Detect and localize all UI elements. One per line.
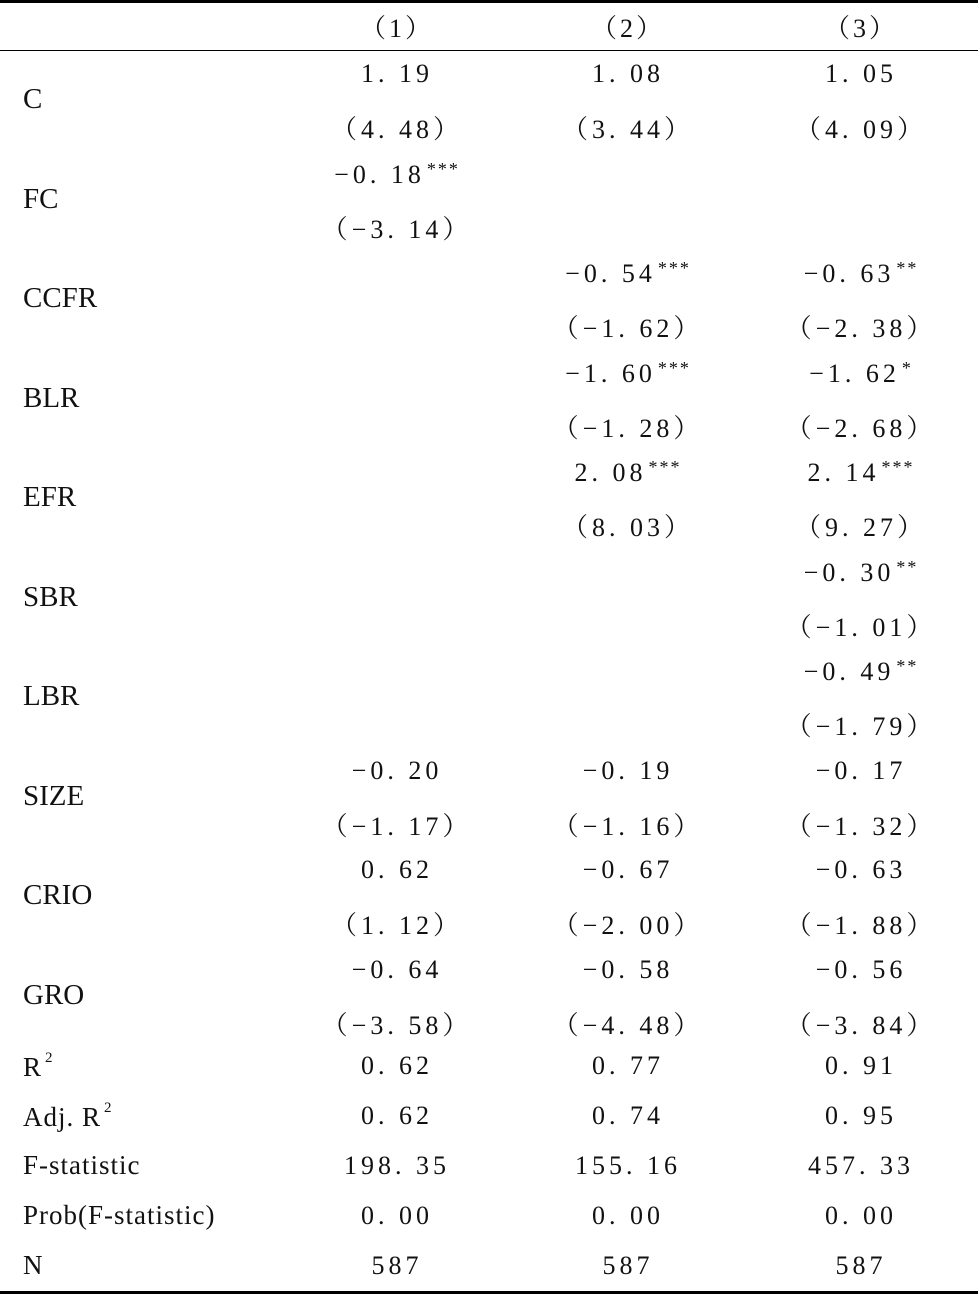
stat-value-4-3: 587: [835, 1251, 887, 1280]
stat-value-1-2: 0. 74: [592, 1101, 664, 1130]
coef-blr-3: −1. 62 *: [809, 357, 913, 388]
row-label-lbr: LBR: [23, 680, 80, 712]
coef-gro-2: −0. 58: [582, 954, 674, 984]
stat-label-0: R $^2$: [23, 1050, 54, 1082]
stat-label-1: Adj. R $^2$: [23, 1100, 113, 1132]
significance-stars: ***: [648, 457, 682, 477]
tstat-gro-2: （−4. 48）: [552, 1010, 704, 1040]
column-header-1: （1）: [359, 14, 435, 43]
column-header-2: （2）: [590, 14, 666, 43]
stat-value-3-3: 0. 00: [825, 1201, 897, 1230]
stat-value-0-3: 0. 91: [825, 1051, 897, 1080]
significance-stars: **: [896, 258, 919, 278]
tstat-gro-3: （−3. 84）: [785, 1010, 937, 1040]
row-label-crio: CRIO: [23, 879, 93, 911]
stat-label-4: N: [23, 1250, 44, 1280]
significance-stars: ***: [657, 258, 691, 278]
row-label-c: C: [23, 83, 43, 115]
coef-c-2: 1. 08: [592, 59, 664, 88]
coef-gro-3: −0. 56: [815, 954, 907, 984]
significance-stars: ***: [881, 457, 915, 477]
tstat-size-2: （−1. 16）: [552, 811, 704, 841]
tstat-blr-3: （−2. 68）: [785, 413, 937, 443]
coef-lbr-3: −0. 49 **: [803, 656, 919, 686]
coef-crio-3: −0. 63: [815, 855, 907, 884]
coef-crio-2: −0. 67: [582, 855, 674, 884]
stat-value-4-2: 587: [602, 1251, 654, 1280]
tstat-c-1: （4. 48）: [330, 115, 464, 144]
stat-label-2: F-statistic: [23, 1150, 141, 1180]
stat-value-1-3: 0. 95: [825, 1101, 897, 1130]
stat-label-3: Prob(F-statistic): [23, 1200, 216, 1230]
tstat-crio-1: （1. 12）: [330, 911, 464, 940]
stat-value-0-2: 0. 77: [592, 1051, 664, 1080]
stat-value-3-2: 0. 00: [592, 1201, 664, 1230]
significance-stars: ***: [657, 357, 691, 378]
tstat-crio-3: （−1. 88）: [785, 911, 937, 940]
tstat-size-3: （−1. 32）: [785, 811, 937, 841]
stat-value-1-1: 0. 62: [361, 1101, 433, 1130]
stat-value-3-1: 0. 00: [361, 1201, 433, 1230]
row-label-fc: FC: [23, 182, 59, 215]
tstat-crio-2: （−2. 00）: [552, 911, 704, 940]
tstat-ccfr-2: （−1. 62）: [552, 314, 704, 343]
coef-ccfr-3: −0. 63 **: [803, 258, 919, 288]
coef-size-3: −0. 17: [815, 755, 907, 785]
tstat-fc-1: （−3. 14）: [321, 214, 473, 244]
coef-gro-1: −0. 64: [351, 954, 443, 984]
stat-value-2-3: 457. 33: [808, 1151, 914, 1180]
coef-ccfr-2: −0. 54 ***: [565, 258, 691, 288]
stat-value-4-1: 587: [371, 1251, 423, 1280]
row-label-sbr: SBR: [23, 580, 78, 613]
stat-value-2-2: 155. 16: [575, 1151, 681, 1180]
coef-blr-2: −1. 60 ***: [565, 357, 691, 388]
stat-value-0-1: 0. 62: [361, 1051, 433, 1080]
tstat-c-3: （4. 09）: [794, 115, 928, 144]
row-label-blr: BLR: [23, 381, 80, 414]
row-label-size: SIZE: [23, 779, 85, 812]
tstat-size-1: （−1. 17）: [321, 811, 473, 841]
stat-value-2-1: 198. 35: [344, 1151, 450, 1180]
tstat-lbr-3: （−1. 79）: [785, 712, 937, 741]
table-top-rule: [0, 0, 978, 3]
significance-stars: **: [896, 656, 919, 676]
tstat-efr-2: （8. 03）: [561, 513, 695, 542]
column-header-3: （3）: [823, 14, 899, 43]
table-header-rule: [0, 50, 978, 51]
coef-sbr-3: −0. 30 **: [803, 556, 919, 587]
table-bottom-rule: [0, 1291, 978, 1294]
tstat-blr-2: （−1. 28）: [552, 413, 704, 443]
tstat-efr-3: （9. 27）: [794, 513, 928, 542]
coef-fc-1: −0. 18 ***: [334, 158, 460, 189]
significance-stars: *: [901, 357, 913, 378]
row-label-efr: EFR: [23, 481, 77, 513]
coef-size-2: −0. 19: [582, 755, 674, 785]
coef-efr-2: 2. 08 ***: [574, 457, 682, 487]
tstat-sbr-3: （−1. 01）: [785, 612, 937, 642]
coef-size-1: −0. 20: [351, 755, 443, 785]
coef-efr-3: 2. 14 ***: [807, 457, 915, 487]
tstat-gro-1: （−3. 58）: [321, 1010, 473, 1040]
significance-stars: **: [896, 556, 919, 577]
row-label-gro: GRO: [23, 978, 85, 1011]
coef-c-3: 1. 05: [825, 59, 897, 88]
row-label-ccfr: CCFR: [23, 282, 98, 314]
coef-c-1: 1. 19: [361, 59, 433, 88]
significance-stars: ***: [426, 158, 460, 179]
coef-crio-1: 0. 62: [361, 855, 433, 884]
tstat-ccfr-3: （−2. 38）: [785, 314, 937, 343]
tstat-c-2: （3. 44）: [561, 115, 695, 144]
